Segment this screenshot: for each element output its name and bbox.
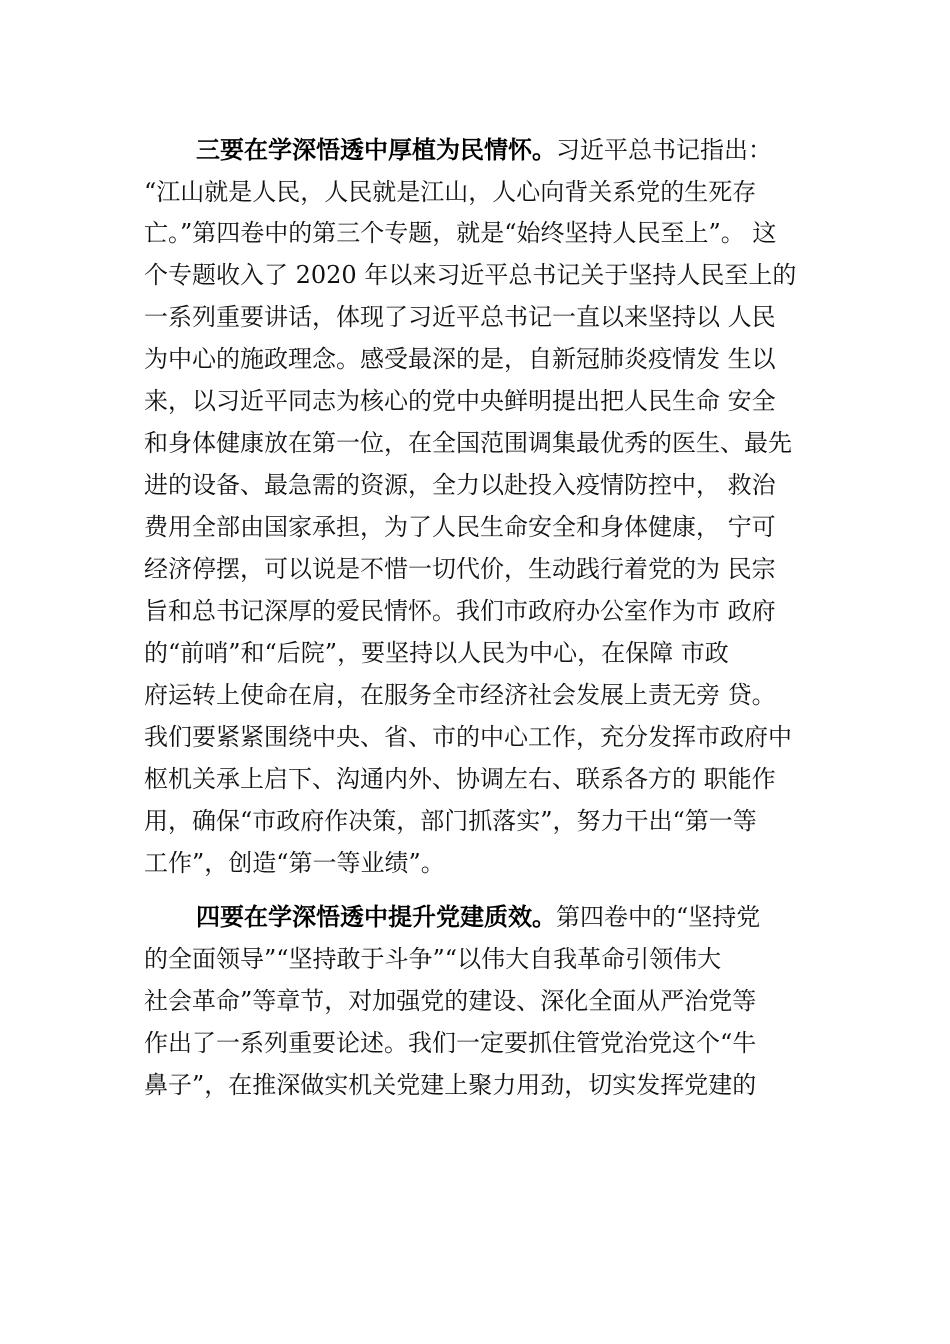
paragraph-1-line-11: 经济停摆，可以说是不惜一切代价，生动践行着党的为 民宗 — [144, 555, 776, 583]
paragraph-1-line-12: 旨和总书记深厚的爱民情怀。我们市政府办公室作为市 政府 — [144, 597, 776, 625]
paragraph-1-line-15: 我们要紧紧围绕中央、省、市的中心工作，充分发挥市政府中 — [144, 723, 792, 751]
paragraph-1-line-18: 工作”，创造“第一等业绩”。 — [144, 849, 445, 877]
paragraph-1-line-9: 进的设备、最急需的资源，全力以赴投入疫情防控中， 救治 — [144, 471, 776, 499]
paragraph-1-line-7: 来，以习近平同志为核心的党中央鲜明提出把人民生命 安全 — [144, 387, 776, 415]
paragraph-2-text: 第四卷中的“坚持党 — [556, 903, 761, 931]
paragraph-2-line-3: 社会革命”等章节，对加强党的建设、深化全面从严治党等 — [144, 987, 757, 1015]
paragraph-2-line-1 — [196, 897, 760, 937]
paragraph-1-line-1 — [196, 130, 772, 170]
paragraph-1-line-6: 为中心的施政理念。感受最深的是，自新冠肺炎疫情发 生以 — [144, 345, 776, 373]
paragraph-1-heading: 三要在学深悟透中厚植为民情怀。 — [196, 136, 556, 164]
paragraph-2-line-5: 鼻子”，在推深做实机关党建上聚力用劲，切实发挥党建的 — [144, 1071, 757, 1099]
paragraph-1-line-13: 的“前哨”和“后院”，要坚持以人民为中心，在保障 市政 — [144, 639, 729, 667]
paragraph-1-line-16: 枢机关承上启下、沟通内外、协调左右、联系各方的 职能作 — [144, 765, 776, 793]
paragraph-1-line-4: 个专题收入了 2020 年以来习近平总书记关于坚持人民至上的 — [144, 261, 797, 289]
paragraph-1-line-10: 费用全部由国家承担，为了人民生命安全和身体健康， 宁可 — [144, 513, 776, 541]
paragraph-1-line-3: 亡。”第四卷中的第三个专题，就是“始终坚持人民至上”。 这 — [144, 219, 777, 247]
paragraph-1-line-14: 府运转上使命在肩，在服务全市经济社会发展上责无旁 贷。 — [144, 681, 776, 709]
paragraph-1-line-2: “江山就是人民，人民就是江山，人心向背关系党的生死存 — [144, 178, 757, 206]
paragraph-1-line-17: 用，确保“市政府作决策，部门抓落实”，努力干出“第一等 — [144, 807, 757, 835]
paragraph-1-text: 习近平总书记指出： — [556, 136, 772, 164]
paragraph-2-heading: 四要在学深悟透中提升党建质效。 — [196, 903, 556, 931]
paragraph-1-line-5: 一系列重要讲话，体现了习近平总书记一直以来坚持以 人民 — [144, 303, 776, 331]
paragraph-2-line-2: 的全面领导”“坚持敢于斗争”“以伟大自我革命引领伟大 — [144, 945, 722, 973]
paragraph-1-line-8: 和身体健康放在第一位，在全国范围调集最优秀的医生、最先 — [144, 429, 792, 457]
paragraph-2-line-4: 作出了一系列重要论述。我们一定要抓住管党治党这个“牛 — [144, 1029, 757, 1057]
